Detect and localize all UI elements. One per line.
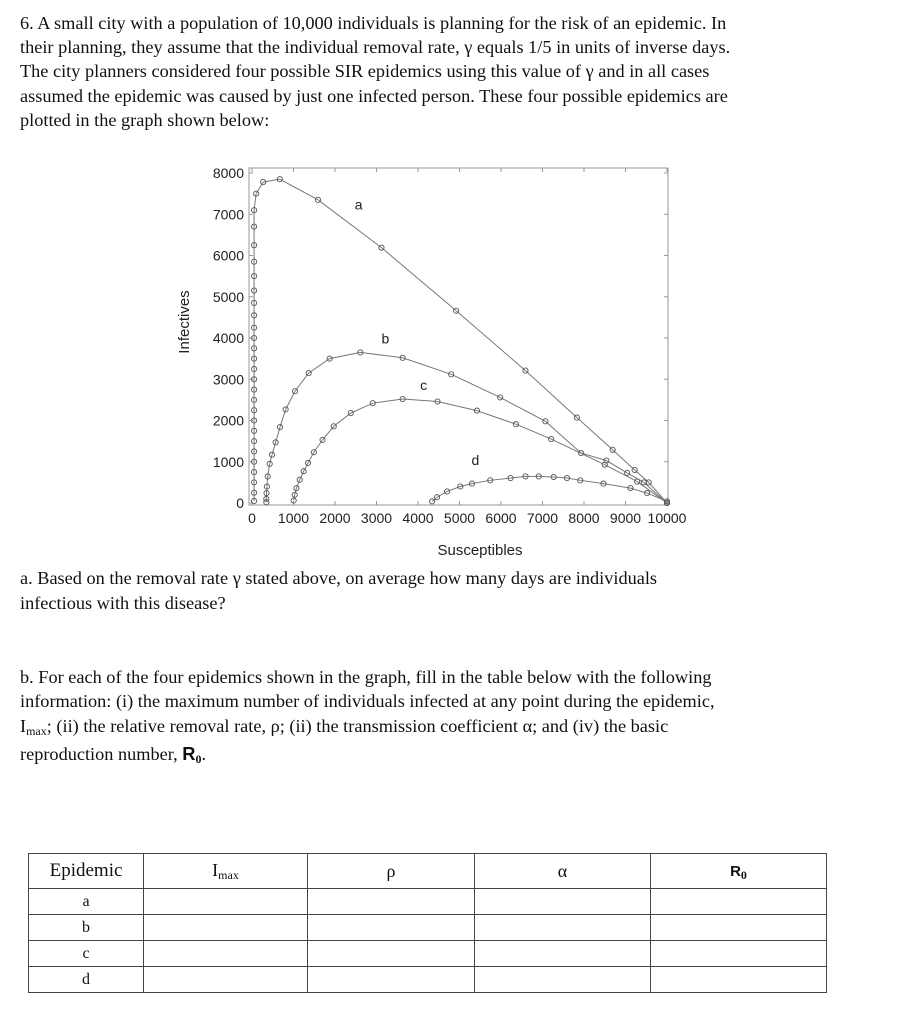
series-label: d [471, 451, 480, 468]
answer-cell-imax[interactable] [144, 967, 308, 993]
header-rho: ρ [308, 854, 475, 889]
answer-cell-imax[interactable] [144, 915, 308, 941]
series-a [251, 177, 669, 506]
epidemic-label: a [29, 889, 144, 915]
table-row [29, 889, 827, 915]
sir-phase-plot [160, 155, 720, 565]
y-tick-label: 4000 [212, 330, 244, 346]
y-tick-label: 8000 [212, 165, 244, 181]
header-imax [144, 854, 308, 889]
r0-symbol: R [730, 862, 741, 880]
y-tick-label: 0 [236, 495, 244, 511]
series-label: c [420, 376, 428, 393]
answer-cell-r0[interactable] [651, 915, 827, 941]
answer-cell-rho[interactable] [308, 941, 475, 967]
intro-line: assumed the epidemic was caused by just one infected person. These four possible epidemics are [20, 86, 728, 106]
question-b-text: reproduction number, [20, 744, 183, 764]
header-r0 [651, 854, 827, 889]
table-row [29, 915, 827, 941]
question-a-line: infectious with this disease? [20, 593, 226, 613]
answer-table [28, 853, 827, 993]
r0-subscript: 0 [195, 752, 202, 766]
y-tick-label: 5000 [212, 288, 244, 305]
x-tick-label: 4000 [402, 510, 434, 526]
x-tick-label: 9000 [609, 510, 642, 526]
y-tick-label: 2000 [212, 412, 244, 429]
y-tick-label: 7000 [212, 206, 244, 223]
intro-line: The city planners considered four possible SIR epidemics using this value of γ and in all cases [20, 61, 710, 81]
answer-cell-alpha[interactable] [475, 915, 651, 941]
answer-cell-alpha[interactable] [475, 941, 651, 967]
answer-cell-r0[interactable] [651, 941, 827, 967]
question-b-text: ; (ii) the relative removal rate, ρ; (ii) the transmission coefficient α; and (iv) the basic [46, 716, 669, 736]
imax-symbol: I [212, 859, 219, 880]
epidemic-label: d [29, 967, 144, 993]
answer-cell-r0[interactable] [651, 967, 827, 993]
question-a-line: a. Based on the removal rate γ stated above, on average how many days are individuals [20, 568, 658, 588]
epidemic-label: b [29, 915, 144, 941]
x-tick-label: 10000 [647, 510, 687, 526]
table-row [29, 941, 827, 967]
answer-cell-imax[interactable] [144, 941, 308, 967]
imax-subscript: max [26, 724, 47, 738]
question-b-text: . [201, 744, 207, 764]
y-tick-label: 1000 [212, 453, 244, 470]
x-tick-label: 3000 [360, 510, 393, 526]
r0-subscript: 0 [740, 867, 747, 882]
x-tick-label: 6000 [485, 510, 517, 526]
question-b-line [20, 715, 668, 742]
x-tick-label: 8000 [568, 510, 600, 526]
series-label: a [354, 196, 363, 213]
x-tick-label: 1000 [277, 510, 310, 526]
answer-cell-rho[interactable] [308, 967, 475, 993]
answer-cell-rho[interactable] [308, 889, 475, 915]
series-line-c [294, 399, 667, 503]
table-row [29, 967, 827, 993]
r0-symbol: R [182, 743, 196, 764]
intro-line: their planning, they assume that the individual removal rate, γ equals 1/5 in units of inverse days. [20, 37, 731, 57]
x-tick-label: 5000 [443, 510, 476, 526]
imax-symbol: I [20, 716, 27, 736]
epidemic-label: c [29, 941, 144, 967]
question-b-line [20, 743, 206, 770]
x-tick-label: 2000 [319, 510, 351, 526]
answer-cell-r0[interactable] [651, 889, 827, 915]
answer-cell-alpha[interactable] [475, 967, 651, 993]
y-tick-label: 6000 [212, 247, 244, 264]
imax-subscript: max [218, 867, 239, 882]
header-alpha: α [475, 854, 651, 889]
answer-cell-rho[interactable] [308, 915, 475, 941]
y-tick-label: 3000 [212, 371, 244, 388]
y-axis-label: Infectives [176, 290, 193, 354]
series-label: b [381, 330, 390, 347]
x-tick-label: 0 [248, 510, 256, 526]
table-header-row [29, 854, 827, 889]
intro-line: plotted in the graph shown below: [20, 110, 270, 130]
question-b-line: information: (i) the maximum number of individuals infected at any point during the epidemic, [20, 691, 715, 711]
answer-cell-alpha[interactable] [475, 889, 651, 915]
series-c [291, 377, 670, 506]
series-line-d [432, 476, 667, 501]
series-line-b [266, 352, 667, 503]
series-d [430, 452, 670, 504]
intro-line: 6. A small city with a population of 10,000 individuals is planning for the risk of an epidemic. In [20, 13, 727, 33]
header-epidemic: Epidemic [29, 854, 144, 889]
series-b [264, 330, 670, 505]
question-b-line: b. For each of the four epidemics shown in the graph, fill in the table below with the following [20, 667, 712, 687]
x-tick-label: 7000 [526, 510, 559, 526]
x-axis-label: Susceptibles [437, 542, 523, 559]
answer-cell-imax[interactable] [144, 889, 308, 915]
